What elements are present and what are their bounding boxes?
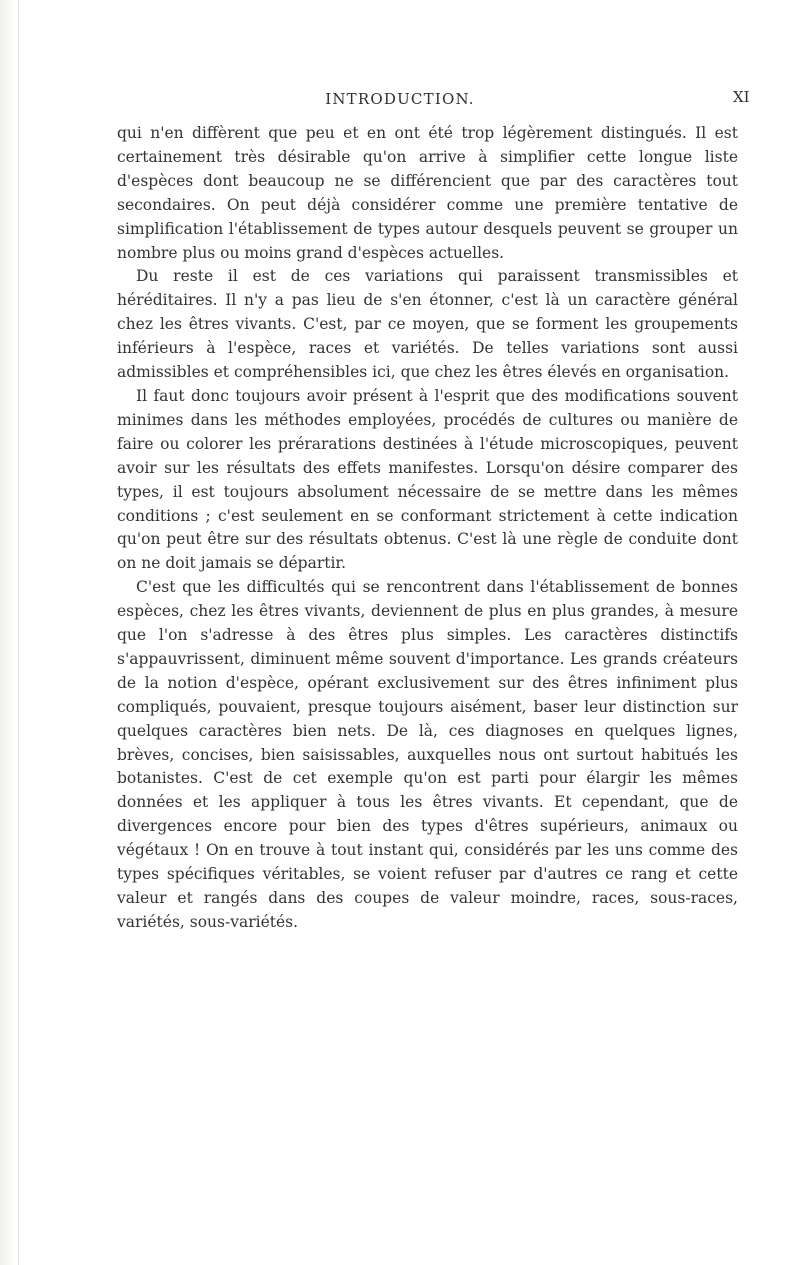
- page-number: XI: [733, 88, 750, 106]
- paragraph-3: Il faut donc toujours avoir présent à l'esprit que des modifications souvent minimes dans les méthodes employées, procédés de cultures ou manière de faire ou colorer les prérarations destinées à l'étude microscopiques, peuvent avoir sur les résultats des effets manifestes. Lorsqu'on désire comparer des types, il est toujours absolument nécessaire de se mettre dans les mêmes conditions ; c'est seulement en se conformant strictement à cette indication qu'on peut être sur des résultats obtenus. C'est là une règle de conduite dont on ne doit jamais se départir.: [117, 386, 738, 573]
- body-text: [117, 122, 738, 935]
- paragraph-1: qui n'en diffèrent que peu et en ont été trop légèrement distingués. Il est certainement très désirable qu'on arrive à simplifier cette longue liste d'espèces dont beaucoup ne se différencient que par des caractères tout secondaires. On peut déjà considérer comme une première tentative de simplification l'établissement de types autour desquels peuvent se grouper un nombre plus ou moins grand d'espèces actuelles.: [117, 124, 738, 262]
- running-header-title: INTRODUCTION.: [325, 90, 475, 108]
- paragraph-2: Du reste il est de ces variations qui paraissent transmissibles et héréditaires. Il n'y a pas lieu de s'en étonner, c'est là un caractère général chez les êtres vivants. C'est, par ce moyen, que se forment les groupements inférieurs à l'espèce, races et variétés. De telles variations sont aussi admissibles et compréhensibles ici, que chez les êtres élevés en organisation.: [117, 267, 738, 382]
- paragraph-4: C'est que les difficultés qui se rencontrent dans l'établissement de bonnes espèces, chez les êtres vivants, deviennent de plus en plus grandes, à mesure que l'on s'adresse à des êtres plus simples. Les caractères distinctifs s'appauvrissent, diminuent même souvent d'importance. Les grands créateurs de la notion d'espèce, opérant exclusivement sur des êtres infiniment plus compliqués, pouvaient, presque toujours aisément, baser leur distinction sur quelques caractères bien nets. De là, ces diagnoses en quelques lignes, brèves, concises, bien saisissables, auxquelles nous ont surtout habitués les botanistes. C'est de cet exemple qu'on est parti pour élargir les mêmes données et les appliquer à tous les êtres vivants. Et cependant, que de divergences encore pour bien des types d'êtres supérieurs, animaux ou végétaux ! On en trouve à tout instant qui, considérés par les uns comme des types spécifiques véritables, se voient refuser par d'autres ce rang et cette valeur et rangés dans des coupes de valeur moindre, races, sous-races, variétés, sous-variétés.: [117, 578, 738, 931]
